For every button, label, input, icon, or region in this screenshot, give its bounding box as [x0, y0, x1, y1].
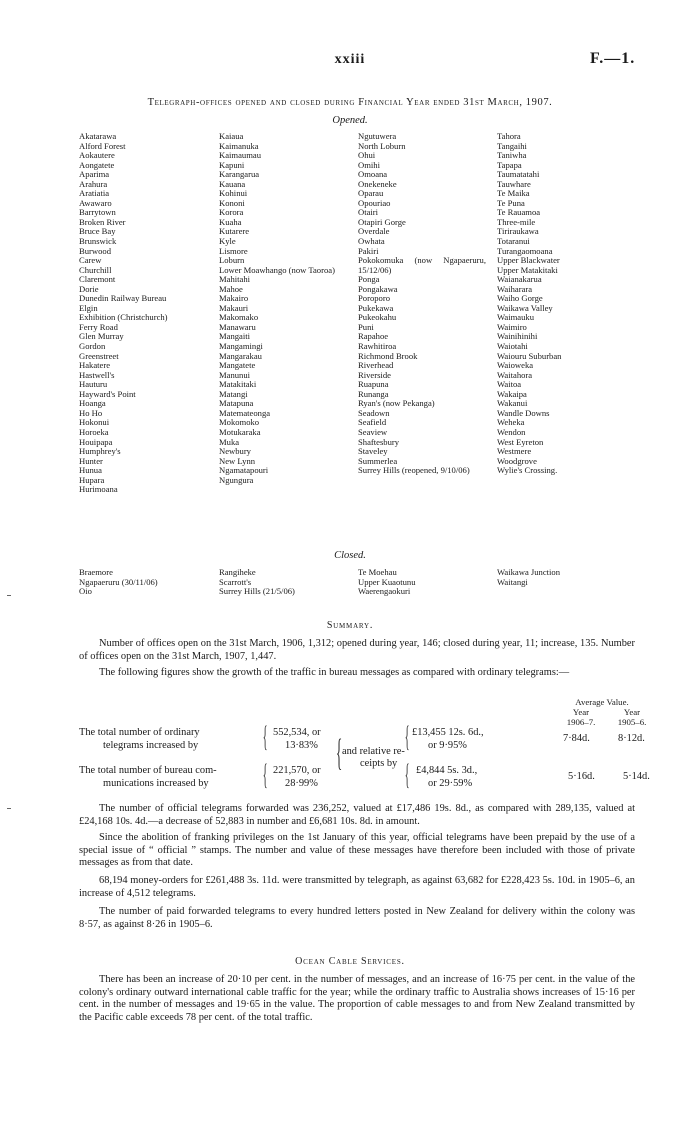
office-name: Rapahoe: [358, 331, 389, 342]
office-name: Surrey Hills (21/5/06): [219, 586, 295, 597]
office-name: Tauwhare: [497, 178, 531, 189]
office-name: Wendon: [497, 426, 526, 437]
office-name: Waimauku: [497, 312, 535, 323]
office-name: West Eyreton: [497, 436, 544, 447]
closed-heading: Closed.: [334, 550, 366, 561]
office-name: Mahitahi: [219, 274, 251, 285]
office-name: Weheka: [497, 417, 525, 428]
office-name: Makauri: [219, 302, 249, 313]
office-name: Manawaru: [219, 321, 256, 332]
closed-column-4: [497, 568, 560, 587]
office-name: Pukeokahu: [358, 312, 397, 323]
office-name: Kutarere: [219, 226, 250, 237]
office-name: Seafield: [358, 417, 387, 428]
office-name: Upper Matakitaki: [497, 264, 558, 275]
row2-value-percent: or 29·59%: [428, 778, 473, 789]
office-name: Turangaomoana: [497, 245, 553, 256]
office-name: Oparau: [358, 188, 384, 199]
office-name: Churchill: [79, 264, 112, 275]
office-name: Oio: [79, 586, 92, 597]
row1-value-percent: or 9·95%: [428, 740, 467, 751]
office-name: Bruce Bay: [79, 226, 116, 237]
office-name: Mangamingi: [219, 341, 263, 352]
office-name: Hastwell's: [79, 369, 115, 380]
office-name: Shaftesbury: [358, 436, 400, 447]
office-name: Waiharara: [497, 283, 533, 294]
office-name: Upper Kuaotunu: [358, 576, 416, 587]
office-name: Seaview: [358, 426, 388, 437]
row2-brace-left: {: [262, 758, 268, 791]
office-name: Seadown: [358, 407, 390, 418]
office-name: Hoanga: [79, 398, 106, 409]
office-name: Omoana: [358, 169, 388, 180]
office-name: Taniwha: [497, 150, 527, 161]
opened-heading: Opened.: [332, 115, 368, 126]
office-name: Aokautere: [79, 150, 115, 161]
office-name: Ho Ho: [79, 407, 103, 418]
office-name: Kononi: [219, 197, 245, 208]
page-number: xxiii: [334, 52, 366, 67]
office-name: Tangaihi: [497, 140, 527, 151]
office-name: Owhata: [358, 236, 385, 247]
relative-receipts-line2: ceipts by: [360, 758, 398, 769]
year-1906-7: 1906–7.: [566, 717, 596, 727]
office-name: Carew: [79, 255, 102, 266]
office-name: Tiriraukawa: [497, 226, 539, 237]
opened-column-3: [358, 132, 486, 476]
row1-label-line2: telegrams increased by: [103, 740, 199, 751]
office-name: Waiotahi: [497, 341, 528, 352]
office-name: Te Maika: [497, 188, 530, 199]
row2-label-line1: The total number of bureau com-: [79, 765, 217, 776]
office-name: Akatarawa: [79, 131, 117, 141]
office-name: Poroporo: [358, 293, 390, 304]
office-name: Aratiatia: [79, 188, 110, 199]
office-name: Kuaha: [219, 216, 242, 227]
office-name: Te Puna: [497, 197, 525, 208]
office-name: Te Moehau: [358, 567, 397, 577]
office-name: Mangaiti: [219, 331, 251, 342]
office-name: Greenstreet: [79, 350, 119, 361]
office-name: Waikawa Junction: [497, 567, 561, 577]
office-name: Waimiro: [497, 321, 527, 332]
office-name: Omihi: [358, 159, 380, 170]
row1-brace-left: {: [262, 720, 268, 753]
year-label-b: Year: [623, 707, 641, 717]
office-name: Riverhead: [358, 360, 394, 371]
office-name: Mangatete: [219, 360, 256, 371]
office-name: Wainihinihi: [497, 331, 538, 342]
office-name: Waiouru Suburban: [497, 350, 562, 361]
row1-number: 552,534, or: [273, 727, 321, 738]
office-name: Mahoe: [219, 283, 243, 294]
office-name: Houipapa: [79, 436, 113, 447]
office-name: Ngutuwera: [358, 131, 397, 141]
office-name: Taumatatahi: [497, 169, 540, 180]
office-name: Arahura: [79, 178, 108, 189]
office-name: New Lynn: [219, 455, 256, 466]
summary-heading: Summary.: [326, 620, 374, 631]
office-name: Otairi: [358, 207, 379, 218]
office-name: Kohinui: [219, 188, 248, 199]
middle-brace: {: [335, 732, 343, 774]
row2-average-1906-7: 5·16d.: [568, 771, 595, 782]
office-name: Braemore: [79, 567, 113, 577]
office-name: Kaimaumau: [219, 150, 261, 161]
office-name: Ruapuna: [358, 379, 389, 390]
office-name: Waiho Gorge: [497, 293, 543, 304]
office-name: Brunswick: [79, 236, 117, 247]
office-name: Hurimoana: [79, 484, 118, 495]
office-name: Horoeka: [79, 426, 109, 437]
office-name: Aongatete: [79, 159, 115, 170]
row1-brace-value: {: [404, 720, 410, 753]
document-series: F.—1.: [590, 50, 636, 67]
row1-value: £13,455 12s. 6d.,: [412, 727, 484, 738]
row1-average-1906-7: 7·84d.: [563, 733, 590, 744]
office-name: Puni: [358, 321, 374, 332]
office-name: Humphrey's: [79, 446, 121, 457]
row2-number: 221,570, or: [273, 765, 321, 776]
office-name: Exhibition (Christchurch): [79, 312, 168, 323]
office-name: Riverside: [358, 369, 391, 380]
office-name: Makairo: [219, 293, 249, 304]
office-name: Three-mile: [497, 216, 536, 227]
office-name: North Loburn: [358, 140, 406, 151]
office-name: Kaimanuka: [219, 140, 259, 151]
office-name: Dorie: [79, 283, 99, 294]
office-name: Makomako: [219, 312, 259, 323]
office-name: Hupara: [79, 474, 105, 485]
office-name: Rangiheke: [219, 567, 256, 577]
office-name: Karangarua: [219, 169, 260, 180]
office-name: Opouriao: [358, 197, 391, 208]
closed-column-3: [358, 568, 416, 597]
office-name: Pokokomuka (now Ngapaeruru, 15/12/06): [358, 255, 486, 275]
office-name: Claremont: [79, 274, 116, 285]
office-name: Barrytown: [79, 207, 116, 218]
office-name: Ngungura: [219, 474, 254, 485]
office-name: Waitangi: [497, 576, 528, 587]
office-name: Ponga: [358, 274, 380, 285]
office-name: Newbury: [219, 446, 251, 457]
office-name: Pongakawa: [358, 283, 398, 294]
office-name: Awawaro: [79, 197, 112, 208]
average-value-heading: Average Value.: [575, 697, 629, 707]
closed-column-2: [219, 568, 295, 597]
office-name: Waerengaokuri: [358, 586, 411, 597]
summary-paragraph-3: The number of official telegrams forwarded was 236,252, valued at £17,486 19s. 8d., as compared with 289,135, valued at £24,168 10s. 4d.—a decrease of 52,883 in number and £6,681 10s. 8d. in amount.: [79, 803, 635, 827]
office-name: Tapapa: [497, 159, 522, 170]
office-name: Kapuni: [219, 159, 245, 170]
office-name: Waianakarua: [497, 274, 542, 285]
row2-label-line2: munications increased by: [103, 778, 209, 789]
office-name: Richmond Brook: [358, 350, 418, 361]
office-name: Broken River: [79, 216, 126, 227]
office-name: Totaranui: [497, 236, 530, 247]
summary-paragraph-5: 68,194 money-orders for £261,488 3s. 11d. were transmitted by telegraph, as against 63,682 for £228,423 5s. 10d. in 1905–6, an increase of 4,512 telegrams.: [79, 875, 635, 899]
office-name: Summerlea: [358, 455, 398, 466]
office-name: Pukekawa: [358, 302, 394, 313]
office-name: Hauturu: [79, 379, 108, 390]
margin-mark: [7, 808, 11, 809]
office-name: Ngapaeruru (30/11/06): [79, 576, 158, 587]
office-name: Woodgrove: [497, 455, 537, 466]
office-name: Runanga: [358, 388, 389, 399]
office-name: Onekeneke: [358, 178, 397, 189]
office-name: Tahora: [497, 131, 521, 141]
office-name: Scarrott's: [219, 576, 252, 587]
office-name: Wandle Downs: [497, 407, 550, 418]
office-name: Staveley: [358, 446, 388, 457]
margin-mark: [7, 595, 11, 596]
office-name: Otapiri Gorge: [358, 216, 406, 227]
summary-paragraph-6: The number of paid forwarded telegrams to every hundred letters posted in New Zealand for delivery within the colony was 8·57, as against 8·26 in 1905–6.: [79, 906, 635, 930]
summary-paragraph-1: Number of offices open on the 31st March, 1906, 1,312; opened during year, 146; closed during year, 11; increase, 135. Number of offices open on the 31st March, 1907, 1,447.: [79, 638, 635, 662]
office-name: Dunedin Railway Bureau: [79, 293, 167, 304]
summary-paragraph-2: The following figures show the growth of the traffic in bureau messages as compared with ordinary telegrams:—: [99, 667, 570, 678]
office-name: Surrey Hills (reopened, 9/10/06): [358, 465, 470, 476]
summary-paragraph-4: Since the abolition of franking privileges on the 1st January of this year, official telegrams have been prepaid by the use of a special issue of “ official ” stamps. The number and value of these messages have therefore been included with those of private messages as from that date.: [79, 832, 635, 869]
office-name: Hokonui: [79, 417, 110, 428]
office-name: Overdale: [358, 226, 390, 237]
office-name: Rawhitiroa: [358, 341, 397, 352]
year-label-a: Year: [572, 707, 590, 717]
office-name: Westmere: [497, 446, 532, 457]
office-name: Ngamatapouri: [219, 465, 269, 476]
office-name: Matemateonga: [219, 407, 271, 418]
row2-brace-value: {: [404, 758, 410, 791]
office-name: Kauana: [219, 178, 246, 189]
opened-column-4: [497, 132, 561, 476]
row1-percent: 13·83%: [285, 740, 318, 751]
row1-label-line1: The total number of ordinary: [79, 727, 200, 738]
office-name: Hakatere: [79, 360, 111, 371]
row1-average-1905-6: 8·12d.: [618, 733, 645, 744]
office-name: Lismore: [219, 245, 248, 256]
office-name: Lower Moawhango (now Taoroa): [219, 264, 335, 275]
office-name: Muka: [219, 436, 240, 447]
opened-column-1: [79, 132, 168, 495]
row2-average-1905-6: 5·14d.: [623, 771, 650, 782]
office-name: Loburn: [219, 255, 245, 266]
office-name: Kaiaua: [219, 131, 244, 141]
office-name: Glen Murray: [79, 331, 124, 342]
office-name: Upper Blackwater: [497, 255, 560, 266]
closed-column-1: [79, 568, 158, 597]
row2-percent: 28·99%: [285, 778, 318, 789]
office-name: Ohui: [358, 150, 376, 161]
office-name: Mokomoko: [219, 417, 260, 428]
office-name: Waitoa: [497, 379, 522, 390]
office-name: Matakitaki: [219, 379, 257, 390]
office-name: Waitahora: [497, 369, 533, 380]
office-name: Waioweka: [497, 360, 534, 371]
page-title: Telegraph-offices opened and closed during Financial Year ended 31st March, 1907.: [147, 97, 553, 108]
office-name: Burwood: [79, 245, 111, 256]
office-name: Wakaipa: [497, 388, 527, 399]
year-1905-6: 1905–6.: [617, 717, 647, 727]
office-name: Korora: [219, 207, 244, 218]
office-name: Ryan's (now Pekanga): [358, 398, 435, 409]
ocean-cable-paragraph: There has been an increase of 20·10 per cent. in the number of messages, and an increase of 16·75 per cent. in the value of the colony's ordinary outward international cable traffic for the year; while the ordinary traffic to Australia shows increases of 15·16 per cent. in the number of messages and 19·65 in the value. The proportion of cable messages to and from New Zealand transmitted by the Pacific cable exceeds 78 per cent. of the total traffic.: [79, 974, 635, 1023]
office-name: Ferry Road: [79, 321, 118, 332]
office-name: Matapuna: [219, 398, 254, 409]
opened-column-2: [219, 132, 347, 485]
office-name: Wylie's Crossing.: [497, 465, 558, 476]
ocean-cable-heading: Ocean Cable Services.: [295, 956, 405, 967]
office-name: Te Rauamoa: [497, 207, 541, 218]
office-name: Hayward's Point: [79, 388, 136, 399]
office-name: Pakiri: [358, 245, 379, 256]
office-name: Gordon: [79, 341, 106, 352]
office-name: Motukaraka: [219, 426, 261, 437]
relative-receipts-line1: and relative re-: [342, 746, 405, 757]
office-name: Mangarakau: [219, 350, 262, 361]
office-name: Kyle: [219, 236, 236, 247]
office-name: Matangi: [219, 388, 248, 399]
office-name: Manunui: [219, 369, 251, 380]
office-name: Waikawa Valley: [497, 302, 553, 313]
office-name: Wakanui: [497, 398, 528, 409]
office-name: Alford Forest: [79, 140, 126, 151]
row2-value: £4,844 5s. 3d.,: [416, 765, 478, 776]
office-name: Hunter: [79, 455, 103, 466]
office-name: Elgin: [79, 302, 98, 313]
office-name: Hunua: [79, 465, 102, 476]
office-name: Aparima: [79, 169, 110, 180]
